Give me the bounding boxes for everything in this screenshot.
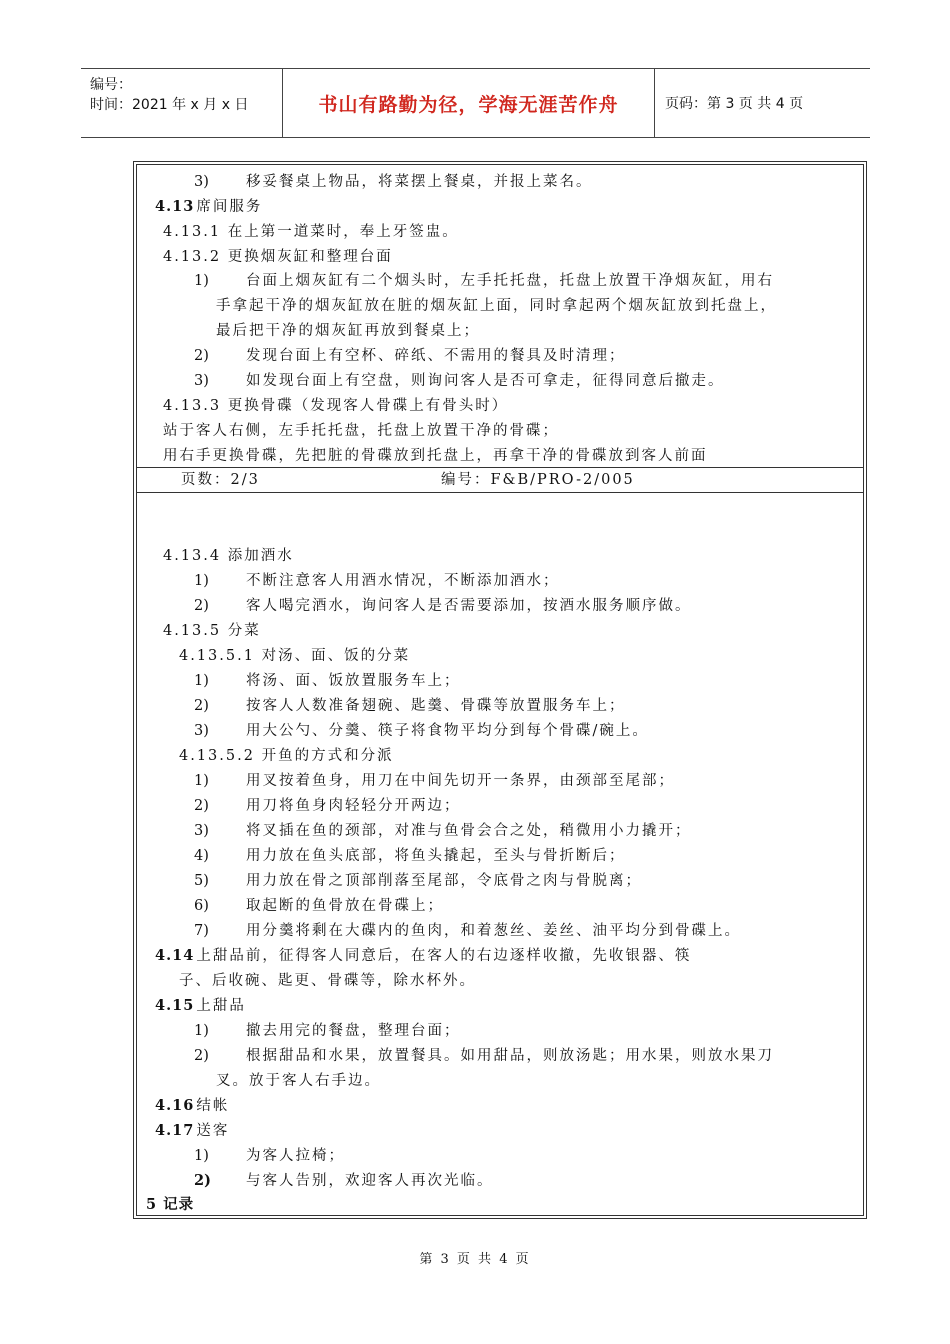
list-item xyxy=(194,872,642,890)
list-item xyxy=(194,173,593,191)
list-text: 发现台面上有空杯、碎纸、不需用的餐具及时清理； xyxy=(246,348,626,364)
section-title: 送客 xyxy=(196,1123,230,1139)
section-number: 4.15 xyxy=(155,997,195,1014)
list-text: 用力放在鱼头底部，将鱼头撬起，至头与骨折断后； xyxy=(246,848,626,864)
subsection-heading: 4.13.3 更换骨碟（发现客人骨碟上有骨头时） xyxy=(163,398,509,414)
subsection-heading: 4.13.4 添加酒水 xyxy=(163,548,294,564)
list-item xyxy=(194,672,461,690)
list-number: 2) xyxy=(194,798,209,814)
list-text: 客人喝完酒水，询问客人是否需要添加，按酒水服务顺序做。 xyxy=(246,598,692,614)
section-number: 4.16 xyxy=(155,1097,195,1114)
list-item xyxy=(194,772,675,790)
section-title: 上甜品 xyxy=(196,998,246,1014)
list-item xyxy=(194,272,774,290)
page-separator xyxy=(137,467,863,493)
list-continuation: 手拿起干净的烟灰缸放在脏的烟灰缸上面，同时拿起两个烟灰缸放到托盘上， xyxy=(216,298,777,314)
header-motto-cell xyxy=(283,69,655,137)
list-item xyxy=(194,1147,345,1165)
list-text: 撤去用完的餐盘，整理台面； xyxy=(246,1023,461,1039)
list-item xyxy=(194,697,626,715)
section-number: 4.17 xyxy=(155,1122,195,1139)
page-code: 页码：第 3 页 共 4 页 xyxy=(665,96,804,112)
paragraph: 站于客人右侧，左手托托盘，托盘上放置干净的骨碟； xyxy=(163,423,559,439)
subsection-heading: 4.13.5.2 开鱼的方式和分派 xyxy=(179,748,394,764)
list-number: 3) xyxy=(194,723,209,739)
list-item xyxy=(194,1022,461,1040)
list-text: 与客人告别，欢迎客人再次光临。 xyxy=(246,1173,494,1189)
list-text: 将叉插在鱼的颈部，对准与鱼骨会合之处，稍微用小力撬开； xyxy=(246,823,692,839)
list-item xyxy=(194,847,626,865)
section-heading xyxy=(155,947,691,965)
list-text: 用大公勺、分羹、筷子将食物平均分到每个骨碟/碗上。 xyxy=(246,723,649,739)
list-text: 根据甜品和水果，放置餐具。如用甜品，则放汤匙；用水果，则放水果刀 xyxy=(246,1048,774,1064)
list-text: 台面上烟灰缸有二个烟头时，左手托托盘，托盘上放置干净烟灰缸，用右 xyxy=(246,273,774,289)
list-item xyxy=(194,722,649,740)
list-text: 按客人人数准备翅碗、匙羹、骨碟等放置服务车上； xyxy=(246,698,626,714)
list-text: 为客人拉椅； xyxy=(246,1148,345,1164)
list-number: 1) xyxy=(194,573,209,589)
list-number: 4) xyxy=(194,848,209,864)
page-footer: 第 3 页 共 4 页 xyxy=(419,1252,531,1267)
header-page-cell xyxy=(655,69,870,137)
list-text: 用力放在骨之顶部削落至尾部，令底骨之肉与骨脱离； xyxy=(246,873,642,889)
list-item xyxy=(194,922,741,940)
list-item xyxy=(194,822,692,840)
list-text: 用刀将鱼身肉轻轻分开两边； xyxy=(246,798,461,814)
section-text: 上甜品前，征得客人同意后，在客人的右边逐样收撤，先收银器、筷 xyxy=(196,948,692,964)
list-number: 2) xyxy=(194,1172,211,1189)
document-number-label: 编号： xyxy=(90,77,132,93)
separator-code: 编号：F&B/PRO-2/005 xyxy=(441,472,635,488)
list-continuation: 最后把干净的烟灰缸再放到餐桌上； xyxy=(216,323,480,339)
list-number: 1) xyxy=(194,1023,209,1039)
list-number: 5) xyxy=(194,873,209,889)
list-item xyxy=(194,597,692,615)
list-number: 7) xyxy=(194,923,209,939)
list-continuation: 叉。放于客人右手边。 xyxy=(216,1073,381,1089)
list-number: 1) xyxy=(194,1148,209,1164)
separator-pages: 页数：2/3 xyxy=(181,472,260,488)
section-continuation: 子、后收碗、匙更、骨碟等，除水杯外。 xyxy=(179,973,476,989)
section-heading xyxy=(155,1097,229,1115)
list-number: 3) xyxy=(194,373,209,389)
list-text: 移妥餐桌上物品，将菜摆上餐桌，并报上菜名。 xyxy=(246,174,593,190)
section-number: 4.14 xyxy=(155,947,195,964)
list-item xyxy=(194,1047,774,1065)
section-heading xyxy=(155,198,262,216)
section-heading xyxy=(155,1122,229,1140)
list-text: 取起断的鱼骨放在骨碟上； xyxy=(246,898,444,914)
list-text: 用分羹将剩在大碟内的鱼肉，和着葱丝、姜丝、油平均分到骨碟上。 xyxy=(246,923,741,939)
section-title: 结帐 xyxy=(196,1098,230,1114)
list-number: 1) xyxy=(194,673,209,689)
list-item xyxy=(194,897,444,915)
section-heading xyxy=(155,997,246,1015)
list-item xyxy=(194,347,626,365)
list-number: 3) xyxy=(194,174,209,190)
subsection-heading: 4.13.2 更换烟灰缸和整理台面 xyxy=(163,249,393,265)
list-text: 不断注意客人用酒水情况，不断添加酒水； xyxy=(246,573,560,589)
list-number: 2) xyxy=(194,698,209,714)
list-text: 如发现台面上有空盘，则询问客人是否可拿走，征得同意后撤走。 xyxy=(246,373,725,389)
document-date: 时间：2021 年 x 月 x 日 xyxy=(90,97,249,113)
section-heading-records: 5 记录 xyxy=(146,1196,195,1213)
subsection-heading: 4.13.5 分菜 xyxy=(163,623,261,639)
list-text: 将汤、面、饭放置服务车上； xyxy=(246,673,461,689)
list-number: 2) xyxy=(194,598,209,614)
section-title: 席间服务 xyxy=(196,199,263,215)
list-number: 1) xyxy=(194,273,209,289)
header-meta-cell xyxy=(81,69,283,137)
section-number: 4.13 xyxy=(155,198,195,215)
content-box xyxy=(136,164,864,1216)
subsection-heading: 4.13.5.1 对汤、面、饭的分菜 xyxy=(179,648,411,664)
page-header xyxy=(81,68,870,138)
list-item xyxy=(194,1172,494,1190)
list-number: 1) xyxy=(194,773,209,789)
list-number: 3) xyxy=(194,823,209,839)
list-number: 2) xyxy=(194,1048,209,1064)
list-text: 用叉按着鱼身，用刀在中间先切开一条界，由颈部至尾部； xyxy=(246,773,675,789)
paragraph: 用右手更换骨碟，先把脏的骨碟放到托盘上，再拿干净的骨碟放到客人前面 xyxy=(163,448,708,464)
list-number: 2) xyxy=(194,348,209,364)
list-number: 6) xyxy=(194,898,209,914)
motto-text: 书山有路勤为径，学海无涯苦作舟 xyxy=(318,93,619,116)
subsection-heading: 4.13.1 在上第一道菜时，奉上牙签盅。 xyxy=(163,224,459,240)
list-item xyxy=(194,797,461,815)
list-item xyxy=(194,372,725,390)
list-item xyxy=(194,572,560,590)
